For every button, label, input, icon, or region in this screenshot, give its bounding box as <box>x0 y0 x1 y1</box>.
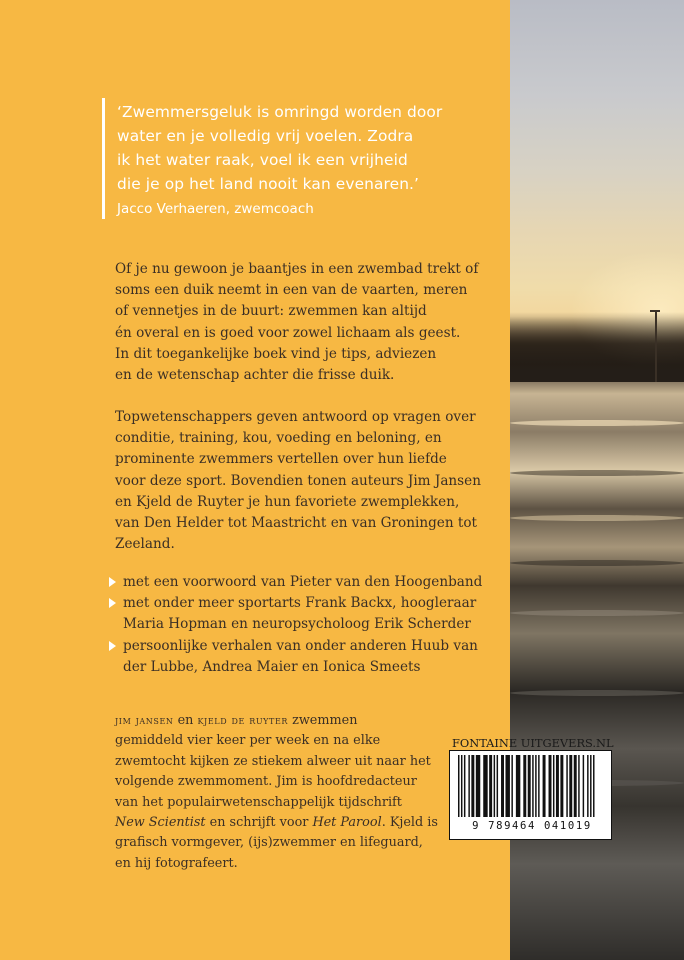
barcode-bar <box>471 755 474 817</box>
water-ripple <box>510 690 684 696</box>
bio-line: van het populairwetenschappelijk tijdschrift <box>115 794 402 810</box>
barcode-bar <box>538 755 539 817</box>
barcode-bar <box>523 755 526 817</box>
quote-line: die je op het land nooit kan evenaren.’ <box>117 175 420 193</box>
barcode-bar <box>505 755 509 817</box>
paragraph-line: van Den Helder tot Maastricht en van Groningen tot <box>115 515 477 532</box>
quote-line: ‘Zwemmersgeluk is omringd worden door <box>117 103 443 121</box>
bio-line <box>115 813 445 833</box>
barcode-bar <box>549 755 552 817</box>
author-bio <box>115 710 445 874</box>
paragraph-line: prominente zwemmers vertellen over hun liefde <box>115 451 447 468</box>
barcode-bar <box>560 755 563 817</box>
bullet-line: Maria Hopman en neuropsycholoog Erik Scherder <box>123 616 471 633</box>
bullet-list <box>109 572 509 678</box>
water-ripple <box>510 515 684 521</box>
intro-paragraph <box>115 259 505 386</box>
barcode-bar <box>543 755 546 817</box>
bio-text: en <box>173 713 198 728</box>
water-ripple <box>510 470 684 476</box>
light-pole <box>655 312 657 382</box>
barcode-bar <box>458 755 459 817</box>
paragraph-line: In dit toegankelijke boek vind je tips, adviezen <box>115 345 437 362</box>
barcode-bar <box>566 755 567 817</box>
barcode-bar <box>574 755 577 817</box>
newspaper-title: Het Parool <box>312 815 382 831</box>
barcode-bar <box>556 755 559 817</box>
bio-line: zwemtocht kijken ze stiekem alweer uit naar het <box>115 753 431 769</box>
bullet-item <box>109 636 509 678</box>
paragraph-line: Of je nu gewoon je baantjes in een zwembad trekt of <box>115 261 479 277</box>
triangle-right-icon <box>109 598 116 608</box>
barcode-bar <box>516 755 520 817</box>
paragraph-line: conditie, training, kou, voeding en beloning, en <box>115 430 442 447</box>
barcode-bar <box>535 755 536 817</box>
barcode-bar <box>587 755 588 817</box>
magazine-title: New Scientist <box>115 815 206 831</box>
bio-text: . Kjeld is <box>381 815 438 831</box>
barcode-bar <box>583 755 584 817</box>
water-ripple <box>510 420 684 426</box>
barcode-bar <box>489 755 492 817</box>
tree-line <box>510 312 684 382</box>
barcode-bar <box>569 755 572 817</box>
bio-line <box>115 710 445 731</box>
bio-text: zwemmen <box>288 713 358 728</box>
barcode-bar <box>461 755 462 817</box>
barcode-bar <box>593 755 594 817</box>
paragraph-line: en de wetenschap achter die frisse duik. <box>115 367 395 384</box>
barcode-bar <box>468 755 469 817</box>
barcode-bar <box>464 755 465 817</box>
quote-line: ik het water raak, voel ik een vrijheid <box>117 151 408 169</box>
author-name: kjeld de ruyter <box>197 713 289 727</box>
barcode-bar <box>501 755 504 817</box>
barcode-bar <box>511 755 512 817</box>
barcode-bar <box>578 755 579 817</box>
bullet-line: met een voorwoord van Pieter van den Hoogenband <box>123 574 483 590</box>
isbn-number: 9 789464 041019 <box>472 820 592 832</box>
bio-line: grafisch vormgever, (ijs)zwemmer en lifeguard, <box>115 835 423 851</box>
barcode-bar <box>528 755 531 817</box>
author-name: jim jansen <box>115 713 174 727</box>
barcode-bar <box>476 755 480 817</box>
bullet-line: der Lubbe, Andrea Maier en Ionica Smeets <box>123 658 421 675</box>
barcode-bar <box>494 755 495 817</box>
quote-author: Jacco Verhaeren, zwemcoach <box>117 201 314 217</box>
paragraph-line: én overal en is goed voor zowel lichaam als geest. <box>115 324 461 341</box>
water-ripple <box>510 560 684 566</box>
quote-text <box>117 100 517 196</box>
barcode-bar <box>497 755 498 817</box>
paragraph-line: Topwetenschappers geven antwoord op vragen over <box>115 409 476 425</box>
paragraph-line: voor deze sport. Bovendien tonen auteurs Jim Jansen <box>115 472 481 489</box>
bullet-line: persoonlijke verhalen van onder anderen Huub van <box>123 637 478 654</box>
publisher-label: FONTAINE UITGEVERS.NL <box>452 736 614 750</box>
bio-line: volgende zwemmoment. Jim is hoofdredacteur <box>115 774 417 790</box>
barcode-bar <box>553 755 554 817</box>
triangle-right-icon <box>109 641 116 651</box>
bullet-item <box>109 572 509 593</box>
bio-line: en hij fotografeert. <box>115 855 238 871</box>
bullet-line: met onder meer sportarts Frank Backx, hoogleraar <box>123 595 477 612</box>
water-ripple <box>510 610 684 616</box>
barcode-bars <box>456 755 604 821</box>
paragraph-line: Zeeland. <box>115 536 175 553</box>
second-paragraph <box>115 407 505 555</box>
barcode-bar <box>590 755 591 817</box>
paragraph-line: of vennetjes in de buurt: zwemmen kan altijd <box>115 303 427 320</box>
barcode-bar <box>483 755 487 817</box>
quote-line: water en je volledig vrij voelen. Zodra <box>117 127 414 145</box>
paragraph-line: en Kjeld de Ruyter je hun favoriete zwemplekken, <box>115 493 460 510</box>
paragraph-line: soms een duik neemt in een van de vaarten, meren <box>115 282 468 299</box>
barcode-bar <box>532 755 533 817</box>
bio-line: gemiddeld vier keer per week en na elke <box>115 733 381 749</box>
bio-text: en schrijft voor <box>205 815 313 831</box>
triangle-right-icon <box>109 577 116 587</box>
bullet-item <box>109 593 509 635</box>
